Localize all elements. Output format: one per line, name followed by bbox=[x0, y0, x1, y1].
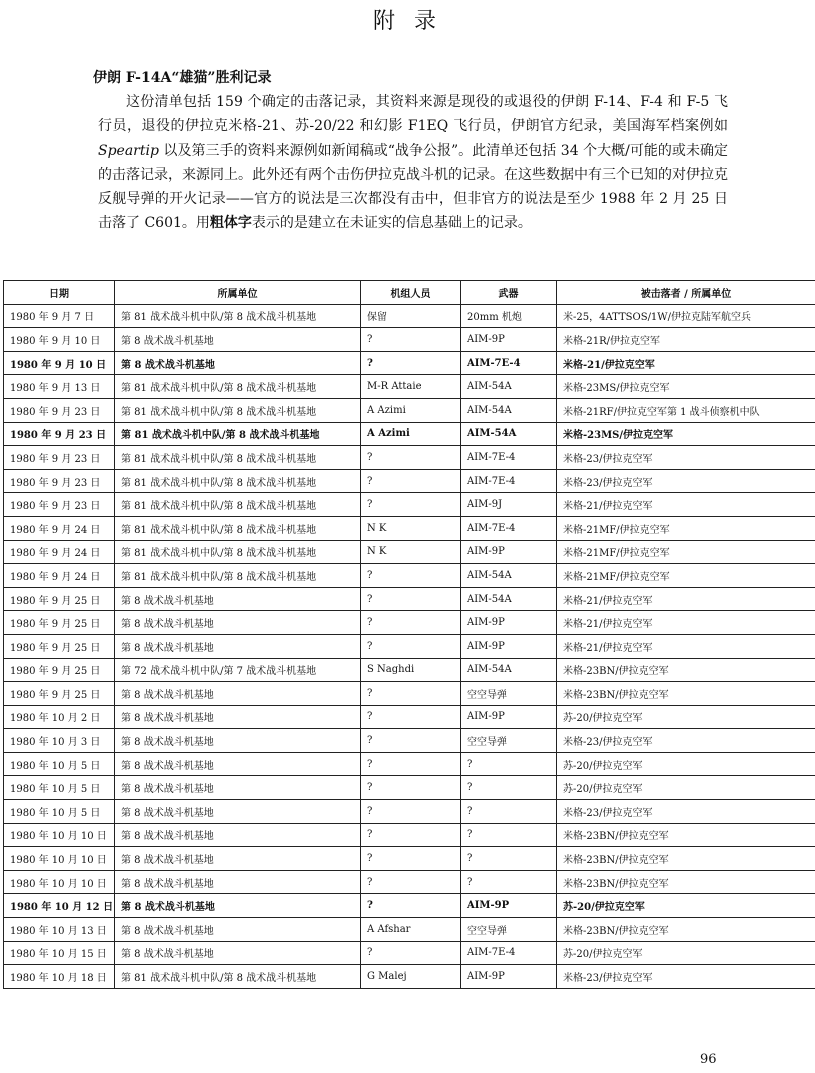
cell-victim: 米格-23BN/伊拉克空军 bbox=[557, 847, 815, 871]
table-row bbox=[4, 469, 815, 493]
cell-victim: 米格-21RF/伊拉克空军第 1 战斗侦察机中队 bbox=[557, 398, 815, 422]
cell-unit: 第 81 战术战斗机中队/第 8 战术战斗机基地 bbox=[115, 564, 361, 588]
cell-date: 1980 年 9 月 25 日 bbox=[4, 611, 115, 635]
cell-date: 1980 年 10 月 10 日 bbox=[4, 823, 115, 847]
cell-weapon: 20mm 机炮 bbox=[461, 304, 557, 328]
cell-date: 1980 年 9 月 10 日 bbox=[4, 351, 115, 375]
cell-date: 1980 年 10 月 5 日 bbox=[4, 776, 115, 800]
cell-crew: ? bbox=[361, 823, 461, 847]
cell-date: 1980 年 10 月 10 日 bbox=[4, 847, 115, 871]
cell-unit: 第 8 战术战斗机基地 bbox=[115, 918, 361, 942]
header-date: 日期 bbox=[4, 281, 115, 305]
cell-unit: 第 8 战术战斗机基地 bbox=[115, 870, 361, 894]
cell-crew: ? bbox=[361, 729, 461, 753]
cell-unit: 第 72 战术战斗机中队/第 7 战术战斗机基地 bbox=[115, 658, 361, 682]
cell-victim: 米格-21MF/伊拉克空军 bbox=[557, 516, 815, 540]
table-row bbox=[4, 658, 815, 682]
cell-victim: 米格-23/伊拉克空军 bbox=[557, 800, 815, 824]
cell-unit: 第 8 战术战斗机基地 bbox=[115, 682, 361, 706]
cell-date: 1980 年 9 月 25 日 bbox=[4, 682, 115, 706]
cell-unit: 第 8 战术战斗机基地 bbox=[115, 351, 361, 375]
cell-victim: 米格-21MF/伊拉克空军 bbox=[557, 564, 815, 588]
cell-weapon: AIM-9P bbox=[461, 634, 557, 658]
table-row bbox=[4, 823, 815, 847]
cell-weapon: AIM-7E-4 bbox=[461, 941, 557, 965]
cell-unit: 第 81 战术战斗机中队/第 8 战术战斗机基地 bbox=[115, 446, 361, 470]
table-row bbox=[4, 493, 815, 517]
cell-crew: ? bbox=[361, 611, 461, 635]
page-number: 96 bbox=[700, 1052, 717, 1067]
cell-unit: 第 8 战术战斗机基地 bbox=[115, 847, 361, 871]
table-row bbox=[4, 540, 815, 564]
cell-weapon: AIM-9P bbox=[461, 965, 557, 989]
table-row bbox=[4, 422, 815, 446]
table-row bbox=[4, 446, 815, 470]
cell-victim: 米格-23BN/伊拉克空军 bbox=[557, 870, 815, 894]
cell-victim: 苏-20/伊拉克空军 bbox=[557, 705, 815, 729]
cell-weapon: AIM-9P bbox=[461, 328, 557, 352]
intro-italic-speartip: Speartip bbox=[98, 142, 159, 159]
cell-weapon: AIM-9P bbox=[461, 705, 557, 729]
cell-date: 1980 年 10 月 13 日 bbox=[4, 918, 115, 942]
cell-weapon: ? bbox=[461, 847, 557, 871]
table-body bbox=[4, 304, 815, 988]
cell-weapon: ? bbox=[461, 776, 557, 800]
cell-unit: 第 81 战术战斗机中队/第 8 战术战斗机基地 bbox=[115, 540, 361, 564]
cell-unit: 第 8 战术战斗机基地 bbox=[115, 941, 361, 965]
intro-bold-term: 粗体字 bbox=[209, 215, 252, 232]
cell-date: 1980 年 9 月 24 日 bbox=[4, 516, 115, 540]
cell-victim: 米格-23BN/伊拉克空军 bbox=[557, 682, 815, 706]
cell-victim: 米格-21/伊拉克空军 bbox=[557, 587, 815, 611]
cell-victim: 米格-21R/伊拉克空军 bbox=[557, 328, 815, 352]
cell-crew: A Afshar bbox=[361, 918, 461, 942]
cell-weapon: 空空导弹 bbox=[461, 682, 557, 706]
cell-unit: 第 8 战术战斗机基地 bbox=[115, 776, 361, 800]
table-row bbox=[4, 634, 815, 658]
cell-date: 1980 年 9 月 24 日 bbox=[4, 564, 115, 588]
cell-crew: ? bbox=[361, 634, 461, 658]
cell-victim: 米格-21/伊拉克空军 bbox=[557, 611, 815, 635]
cell-date: 1980 年 10 月 2 日 bbox=[4, 705, 115, 729]
cell-crew: M-R Attaie bbox=[361, 375, 461, 399]
cell-date: 1980 年 9 月 24 日 bbox=[4, 540, 115, 564]
intro-text-3: 表示的是建立在未证实的信息基础上的记录。 bbox=[251, 215, 532, 232]
cell-weapon: AIM-54A bbox=[461, 398, 557, 422]
cell-weapon: AIM-7E-4 bbox=[461, 446, 557, 470]
cell-victim: 苏-20/伊拉克空军 bbox=[557, 941, 815, 965]
cell-date: 1980 年 10 月 3 日 bbox=[4, 729, 115, 753]
table-row bbox=[4, 729, 815, 753]
cell-unit: 第 81 战术战斗机中队/第 8 战术战斗机基地 bbox=[115, 375, 361, 399]
cell-victim: 苏-20/伊拉克空军 bbox=[557, 776, 815, 800]
cell-crew: ? bbox=[361, 776, 461, 800]
cell-unit: 第 8 战术战斗机基地 bbox=[115, 894, 361, 918]
cell-crew: ? bbox=[361, 847, 461, 871]
cell-date: 1980 年 10 月 10 日 bbox=[4, 870, 115, 894]
table-row bbox=[4, 918, 815, 942]
cell-unit: 第 81 战术战斗机中队/第 8 战术战斗机基地 bbox=[115, 516, 361, 540]
cell-crew: N K bbox=[361, 516, 461, 540]
cell-crew: N K bbox=[361, 540, 461, 564]
cell-weapon: ? bbox=[461, 823, 557, 847]
cell-unit: 第 81 战术战斗机中队/第 8 战术战斗机基地 bbox=[115, 965, 361, 989]
cell-date: 1980 年 9 月 10 日 bbox=[4, 328, 115, 352]
intro-text-1: 这份清单包括 159 个确定的击落记录，其资料来源是现役的或退役的伊朗 F-14、F-4 和 F-5 飞行员，退役的伊拉克米格-21、苏-20/22 和幻影 F1EQ 飞行员，伊朗官方纪录，美国海军档案例如 bbox=[98, 94, 728, 135]
cell-unit: 第 81 战术战斗机中队/第 8 战术战斗机基地 bbox=[115, 398, 361, 422]
cell-unit: 第 8 战术战斗机基地 bbox=[115, 634, 361, 658]
cell-weapon: AIM-7E-4 bbox=[461, 469, 557, 493]
cell-date: 1980 年 9 月 7 日 bbox=[4, 304, 115, 328]
cell-date: 1980 年 10 月 15 日 bbox=[4, 941, 115, 965]
cell-weapon: ? bbox=[461, 752, 557, 776]
table-row bbox=[4, 752, 815, 776]
cell-unit: 第 81 战术战斗机中队/第 8 战术战斗机基地 bbox=[115, 422, 361, 446]
table-row bbox=[4, 351, 815, 375]
table-row bbox=[4, 587, 815, 611]
cell-crew: ? bbox=[361, 564, 461, 588]
table-row bbox=[4, 304, 815, 328]
cell-crew: ? bbox=[361, 894, 461, 918]
table-row bbox=[4, 375, 815, 399]
cell-date: 1980 年 10 月 5 日 bbox=[4, 800, 115, 824]
cell-weapon: AIM-54A bbox=[461, 658, 557, 682]
table-row bbox=[4, 800, 815, 824]
cell-weapon: AIM-54A bbox=[461, 564, 557, 588]
cell-weapon: AIM-7E-4 bbox=[461, 516, 557, 540]
cell-crew: ? bbox=[361, 941, 461, 965]
cell-crew: 保留 bbox=[361, 304, 461, 328]
table-row bbox=[4, 941, 815, 965]
cell-weapon: AIM-9P bbox=[461, 611, 557, 635]
cell-date: 1980 年 10 月 12 日 bbox=[4, 894, 115, 918]
cell-weapon: AIM-7E-4 bbox=[461, 351, 557, 375]
cell-crew: ? bbox=[361, 705, 461, 729]
cell-date: 1980 年 10 月 18 日 bbox=[4, 965, 115, 989]
header-victim: 被击落者 / 所属单位 bbox=[557, 281, 815, 305]
cell-date: 1980 年 9 月 25 日 bbox=[4, 658, 115, 682]
cell-date: 1980 年 9 月 23 日 bbox=[4, 446, 115, 470]
cell-crew: ? bbox=[361, 351, 461, 375]
cell-unit: 第 8 战术战斗机基地 bbox=[115, 752, 361, 776]
cell-victim: 米格-23/伊拉克空军 bbox=[557, 965, 815, 989]
cell-crew: A Azimi bbox=[361, 422, 461, 446]
cell-unit: 第 81 战术战斗机中队/第 8 战术战斗机基地 bbox=[115, 469, 361, 493]
table-row bbox=[4, 776, 815, 800]
cell-date: 1980 年 9 月 25 日 bbox=[4, 587, 115, 611]
cell-weapon: AIM-54A bbox=[461, 375, 557, 399]
cell-crew: ? bbox=[361, 800, 461, 824]
cell-victim: 米-25，4ATTSOS/1W/伊拉克陆军航空兵 bbox=[557, 304, 815, 328]
cell-victim: 米格-23BN/伊拉克空军 bbox=[557, 823, 815, 847]
table-row bbox=[4, 398, 815, 422]
cell-crew: ? bbox=[361, 870, 461, 894]
table-row bbox=[4, 965, 815, 989]
table-row bbox=[4, 564, 815, 588]
cell-crew: ? bbox=[361, 752, 461, 776]
cell-victim: 米格-23/伊拉克空军 bbox=[557, 469, 815, 493]
table-row bbox=[4, 894, 815, 918]
cell-crew: ? bbox=[361, 493, 461, 517]
cell-date: 1980 年 9 月 23 日 bbox=[4, 398, 115, 422]
cell-unit: 第 81 战术战斗机中队/第 8 战术战斗机基地 bbox=[115, 304, 361, 328]
cell-date: 1980 年 9 月 23 日 bbox=[4, 469, 115, 493]
cell-victim: 米格-23BN/伊拉克空军 bbox=[557, 918, 815, 942]
cell-crew: ? bbox=[361, 469, 461, 493]
intro-paragraph bbox=[98, 90, 728, 236]
cell-weapon: 空空导弹 bbox=[461, 729, 557, 753]
page-title: 附 录 bbox=[373, 9, 442, 34]
header-crew: 机组人员 bbox=[361, 281, 461, 305]
header-weapon: 武器 bbox=[461, 281, 557, 305]
cell-victim: 米格-23MS/伊拉克空军 bbox=[557, 375, 815, 399]
cell-unit: 第 81 战术战斗机中队/第 8 战术战斗机基地 bbox=[115, 493, 361, 517]
cell-date: 1980 年 9 月 23 日 bbox=[4, 422, 115, 446]
table-row bbox=[4, 705, 815, 729]
cell-weapon: AIM-9P bbox=[461, 540, 557, 564]
intro-text-2: 以及第三手的资料来源例如新闻稿或“战争公报”。此清单还包括 34 个大概/可能的或未确定的击落记录，来源同上。此外还有两个击伤伊拉克战斗机的记录。在这些数据中有三个已知的对伊拉克反舰导弹的开火记录——官方的说法是三次都没有击中，但非官方的说法是至少 1988 年 2 月 25 日击落了 C601。用 bbox=[98, 142, 728, 232]
cell-victim: 米格-21/伊拉克空军 bbox=[557, 493, 815, 517]
cell-victim: 苏-20/伊拉克空军 bbox=[557, 894, 815, 918]
cell-crew: G Malej bbox=[361, 965, 461, 989]
cell-unit: 第 8 战术战斗机基地 bbox=[115, 705, 361, 729]
cell-date: 1980 年 9 月 25 日 bbox=[4, 634, 115, 658]
cell-victim: 米格-23BN/伊拉克空军 bbox=[557, 658, 815, 682]
victory-table bbox=[3, 280, 815, 989]
header-unit: 所属单位 bbox=[115, 281, 361, 305]
cell-victim: 米格-21/伊拉克空军 bbox=[557, 351, 815, 375]
cell-weapon: AIM-9P bbox=[461, 894, 557, 918]
table-row bbox=[4, 516, 815, 540]
cell-crew: ? bbox=[361, 682, 461, 706]
cell-unit: 第 8 战术战斗机基地 bbox=[115, 729, 361, 753]
cell-unit: 第 8 战术战斗机基地 bbox=[115, 823, 361, 847]
cell-unit: 第 8 战术战斗机基地 bbox=[115, 328, 361, 352]
cell-weapon: ? bbox=[461, 800, 557, 824]
cell-date: 1980 年 9 月 23 日 bbox=[4, 493, 115, 517]
table-header-row bbox=[4, 281, 815, 305]
cell-victim: 米格-23MS/伊拉克空军 bbox=[557, 422, 815, 446]
cell-date: 1980 年 9 月 13 日 bbox=[4, 375, 115, 399]
cell-date: 1980 年 10 月 5 日 bbox=[4, 752, 115, 776]
cell-weapon: 空空导弹 bbox=[461, 918, 557, 942]
cell-crew: A Azimi bbox=[361, 398, 461, 422]
table-row bbox=[4, 847, 815, 871]
cell-victim: 米格-21MF/伊拉克空军 bbox=[557, 540, 815, 564]
table-row bbox=[4, 870, 815, 894]
cell-victim: 米格-21/伊拉克空军 bbox=[557, 634, 815, 658]
table-row bbox=[4, 328, 815, 352]
cell-weapon: ? bbox=[461, 870, 557, 894]
table-row bbox=[4, 682, 815, 706]
cell-weapon: AIM-54A bbox=[461, 422, 557, 446]
cell-unit: 第 8 战术战斗机基地 bbox=[115, 800, 361, 824]
cell-victim: 米格-23/伊拉克空军 bbox=[557, 446, 815, 470]
section-heading: 伊朗 F-14A“雄猫”胜利记录 bbox=[93, 70, 272, 86]
cell-crew: ? bbox=[361, 446, 461, 470]
table-row bbox=[4, 611, 815, 635]
cell-weapon: AIM-54A bbox=[461, 587, 557, 611]
cell-victim: 苏-20/伊拉克空军 bbox=[557, 752, 815, 776]
cell-unit: 第 8 战术战斗机基地 bbox=[115, 611, 361, 635]
cell-victim: 米格-23/伊拉克空军 bbox=[557, 729, 815, 753]
cell-crew: ? bbox=[361, 328, 461, 352]
cell-unit: 第 8 战术战斗机基地 bbox=[115, 587, 361, 611]
cell-crew: S Naghdi bbox=[361, 658, 461, 682]
cell-crew: ? bbox=[361, 587, 461, 611]
cell-weapon: AIM-9J bbox=[461, 493, 557, 517]
